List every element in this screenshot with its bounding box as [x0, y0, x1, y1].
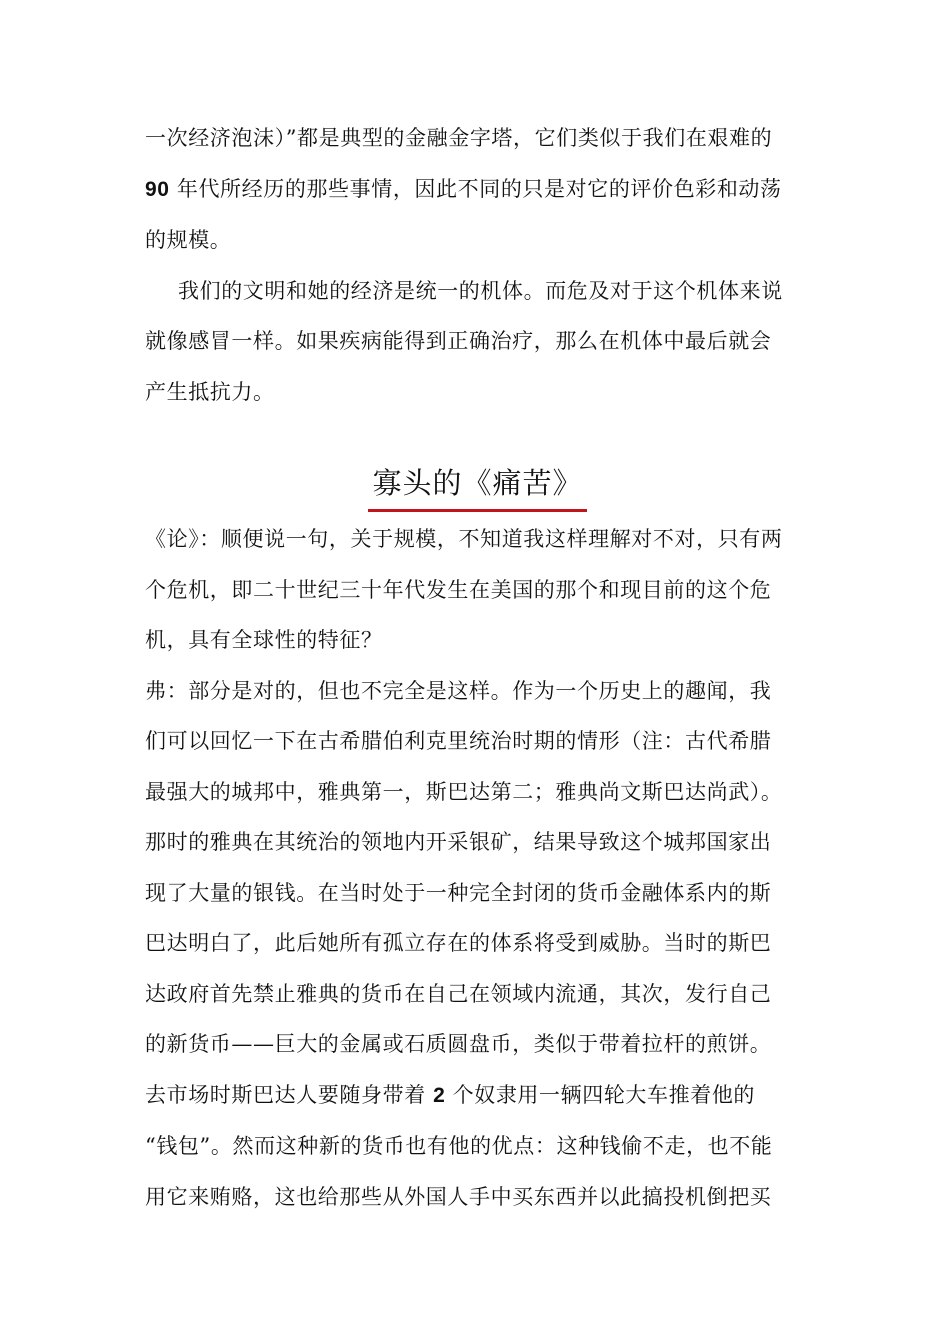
text-line: 那时的雅典在其统治的领地内开采银矿，结果导致这个城邦国家出	[145, 830, 772, 854]
document-page	[145, 113, 810, 1222]
text-line: “钱包”。然而这种新的货币也有他的优点：这种钱偷不走，也不能	[145, 1134, 773, 1158]
text-line: 巴达明白了，此后她所有孤立存在的体系将受到威胁。当时的斯巴	[145, 931, 772, 955]
text-line: 《论》：顺便说一句，关于规模，不知道我这样理解对不对，只有两	[145, 527, 783, 551]
text-run: 去市场时斯巴达人要随身带着	[145, 1082, 434, 1107]
paragraph-answer	[145, 666, 810, 1223]
text-line: 现了大量的银钱。在当时处于一种完全封闭的货币金融体系内的斯	[145, 880, 772, 905]
text-line: 我们的文明和她的经济是统一的机体。而危及对于这个机体来说	[178, 278, 783, 303]
text-line: 就像感冒一样。如果疾病能得到正确治疗，那么在机体中最后就会	[145, 329, 772, 353]
text-line: 的新货币——巨大的金属或石质圆盘币，类似于带着拉杆的煎饼。	[145, 1032, 772, 1056]
text-line	[145, 164, 810, 216]
bold-number: 90	[145, 177, 170, 201]
text-run: 年代所经历的那些事情，因此不同的只是对它的评价色彩和动荡	[169, 176, 782, 201]
text-line: 产生抵抗力。	[145, 379, 275, 404]
text-run: 个奴隶用一辆四轮大车推着他的	[445, 1082, 756, 1107]
text-line: 机，具有全球性的特征？	[145, 628, 383, 652]
text-line: 的规模。	[145, 228, 232, 252]
section-heading: 寡头的《痛苦》	[368, 463, 586, 512]
paragraph-question	[145, 514, 810, 666]
bold-number: 2	[433, 1083, 446, 1107]
text-line: 用它来贿赂，这也给那些从外国人手中买东西并以此搞投机倒把买	[145, 1184, 772, 1209]
paragraph-economic-bubble	[145, 113, 810, 266]
text-line: 个危机，即二十世纪三十年代发生在美国的那个和现目前的这个危	[145, 577, 772, 602]
text-line: 达政府首先禁止雅典的货币在自己在领域内流通，其次，发行自己	[145, 981, 772, 1006]
text-line: 们可以回忆一下在古希腊伯利克里统治时期的情形（注：古代希腊	[145, 729, 772, 753]
text-line: 弗：部分是对的，但也不完全是这样。作为一个历史上的趣闻，我	[145, 678, 772, 703]
text-line: 最强大的城邦中，雅典第一，斯巴达第二；雅典尚文斯巴达尚武）。	[145, 779, 783, 804]
text-line: 一次经济泡沫）”都是典型的金融金字塔，它们类似于我们在艰难的	[145, 126, 773, 150]
paragraph-civilization-organism	[145, 266, 810, 418]
text-line	[145, 1070, 810, 1122]
section-heading-container	[145, 463, 810, 512]
